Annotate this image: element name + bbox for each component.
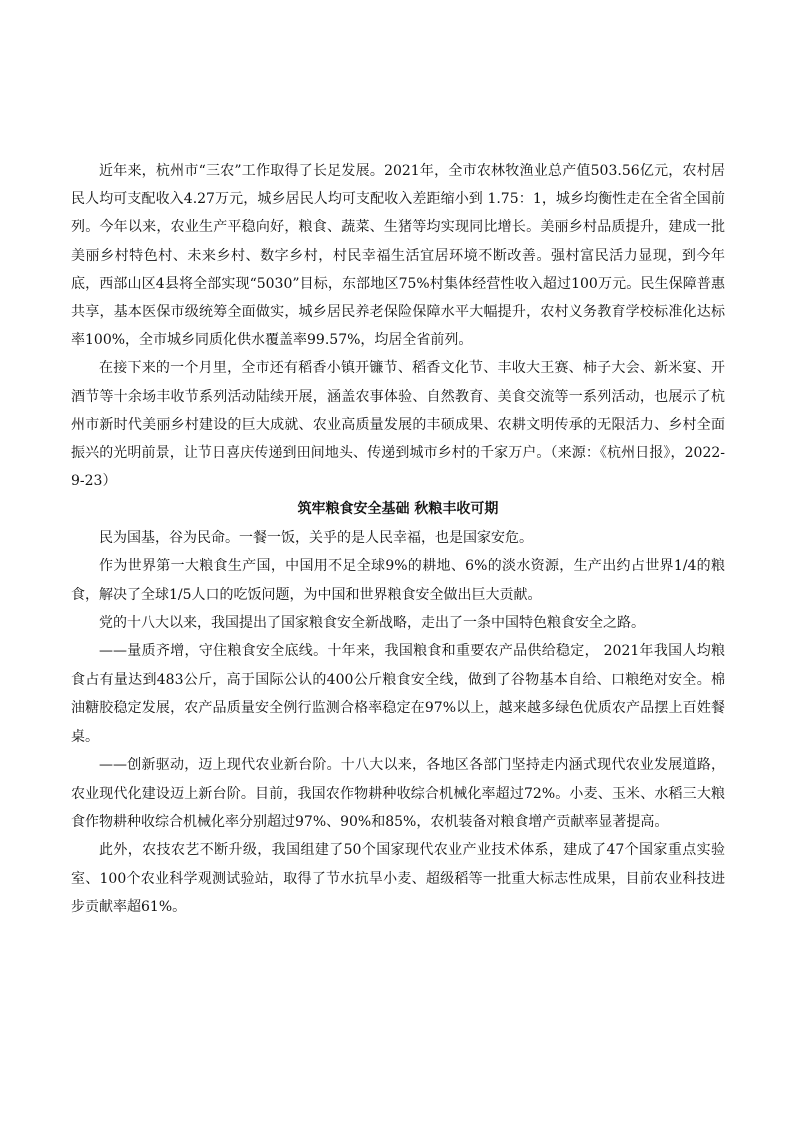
paragraph-new-strategy: 党的十八大以来，我国提出了国家粮食安全新战略，走出了一条中国特色粮食安全之路。 <box>99 615 645 632</box>
section-title: 筑牢粮食安全基础 秋粮丰收可期 <box>297 501 499 518</box>
document-body <box>71 157 725 922</box>
paragraph-harvest-festival: 在接下来的一个月里，全市还有稻香小镇开镰节、稻香文化节、丰收大王赛、柿子大会、新米宴、开酒节等十余场丰收节系列活动陆续开展，涵盖农事体验、自然教育、美食交流等一系列活动，也展示了杭州市新时代美丽乡村建设的巨大成就、农业高质量发展的丰硕成果、农耕文明传承的无限活力、乡村全面振兴的光明前景，让节日喜庆传递到田间地头、传递到城市乡村的千家万户。（来源：《杭州日报》，2022-9-23） <box>71 360 725 490</box>
paragraph-agri-technology: 此外，农技农艺不断升级，我国组建了50个国家现代农业产业技术体系，建成了47个国家重点实验室、100个农业科学观测试验站，取得了节水抗旱小麦、超级稻等一批重大标志性成果，目前农业科技进步贡献率超61%。 <box>71 842 725 916</box>
paragraph-quality-quantity: ——量质齐增，守住粮食安全底线。十年来，我国粮食和重要农产品供给稳定， 2021年我国人均粮食占有量达到483公斤，高于国际公认的400公斤粮食安全线，做到了谷物基本自给、口粮绝对安全。棉油糖胶稳定发展，农产品质量安全例行监测合格率稳定在97%以上，越来越多绿色优质农产品摆上百姓餐桌。 <box>71 643 725 745</box>
paragraph-grain-producer: 作为世界第一大粮食生产国，中国用不足全球9%的耕地、6%的淡水资源，生产出约占世界1/4的粮食，解决了全球1/5人口的吃饭问题，为中国和世界粮食安全做出巨大贡献。 <box>71 558 725 603</box>
paragraph-innovation: ——创新驱动，迈上现代农业新台阶。十八大以来，各地区各部门坚持走内涵式现代农业发展道路，农业现代化建设迈上新台阶。目前，我国农作物耕种收综合机械化率超过72%。小麦、玉米、水稻三大粮食作物耕种收综合机械化率分别超过97%、90%和85%，农机装备对粮食增产贡献率显著提高。 <box>71 757 725 830</box>
paragraph-food-security-intro: 民为国基，谷为民命。一餐一饭，关乎的是人民幸福，也是国家安危。 <box>99 529 533 546</box>
paragraph-hangzhou-agriculture: 近年来，杭州市“三农”工作取得了长足发展。2021年，全市农林牧渔业总产值503.56亿元，农村居民人均可支配收入4.27万元，城乡居民人均可支配收入差距缩小到 1.75：1，城乡均衡性走在全省全国前列。今年以来，农业生产平稳向好，粮食、蔬菜、生猪等均实现同比增长。美丽乡村品质提升，建成一批美丽乡村特色村、未来乡村、数字乡村，村民幸福生活宜居环境不断改善。强村富民活力显现，到今年底，西部山区4县将全部实现“5030”目标，东部地区75%村集体经营性收入超过100万元。民生保障普惠共享，基本医保市级统筹全面做实，城乡居民养老保险保障水平大幅提升，农村义务教育学校标准化达标率100%，全市城乡同质化供水覆盖率99.57%，均居全省前列。 <box>71 163 725 349</box>
